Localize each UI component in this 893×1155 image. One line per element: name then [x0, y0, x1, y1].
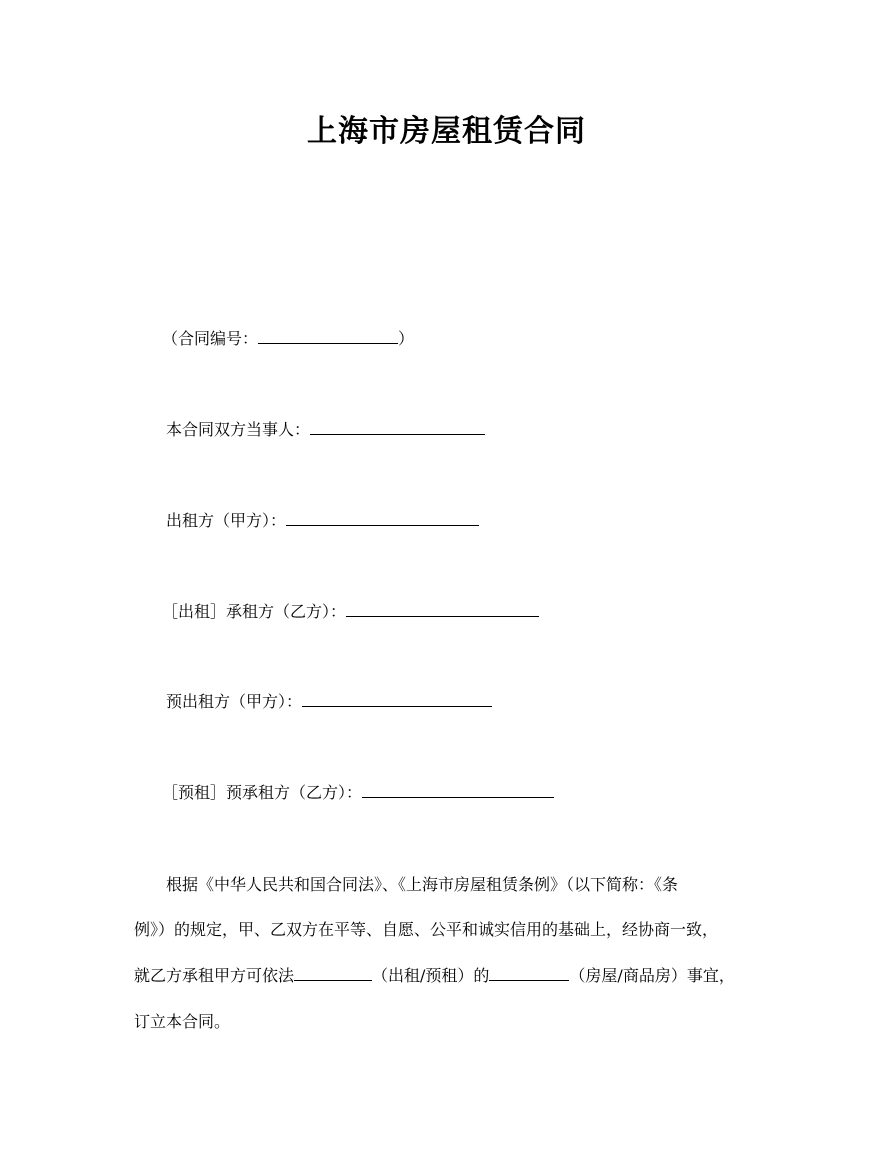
body-line-3-part-b: （出租/预租）的: [372, 966, 490, 985]
contract-number-prefix: （合同编号：: [162, 329, 259, 348]
lessor-line: [166, 510, 479, 531]
document-title: 上海市房屋租赁合同: [307, 114, 586, 149]
parties-label: 本合同双方当事人：: [166, 420, 311, 439]
body-line-1: 根据《中华人民共和国合同法》、《上海市房屋租赁条例》（以下简称：《条: [166, 875, 679, 894]
pre-lessor-blank[interactable]: [302, 691, 492, 707]
body-paragraph: [134, 872, 774, 1032]
pre-lessee-label: ［预租］预承租方（乙方）：: [162, 783, 363, 802]
lessee-label: ［出租］承租方（乙方）：: [162, 602, 347, 621]
contract-number-line: [162, 328, 414, 349]
lessee-line: [162, 601, 539, 622]
lessor-blank[interactable]: [286, 510, 479, 526]
parties-blank[interactable]: [310, 419, 485, 435]
pre-lessor-label: 预出租方（甲方）：: [166, 692, 303, 711]
contract-number-blank[interactable]: [258, 328, 398, 344]
pre-lessor-line: [166, 691, 492, 712]
body-line-3: [134, 963, 735, 986]
lease-type-blank[interactable]: [294, 965, 372, 981]
pre-lessee-blank[interactable]: [362, 782, 554, 798]
body-line-4: 订立本合同。: [134, 1012, 231, 1031]
parties-line: [166, 419, 485, 440]
pre-lessee-line: [162, 782, 554, 803]
lessee-blank[interactable]: [346, 601, 539, 617]
contract-number-suffix: ）: [398, 329, 415, 348]
lessor-label: 出租方（甲方）：: [166, 511, 287, 530]
body-line-3-part-c: （房屋/商品房）事宜，: [569, 966, 735, 985]
body-line-2: 例》）的规定，甲、乙双方在平等、自愿、公平和诚实信用的基础上，经协商一致，: [134, 920, 719, 939]
body-line-3-part-a: 就乙方承租甲方可依法: [134, 966, 295, 985]
property-type-blank[interactable]: [489, 965, 569, 981]
